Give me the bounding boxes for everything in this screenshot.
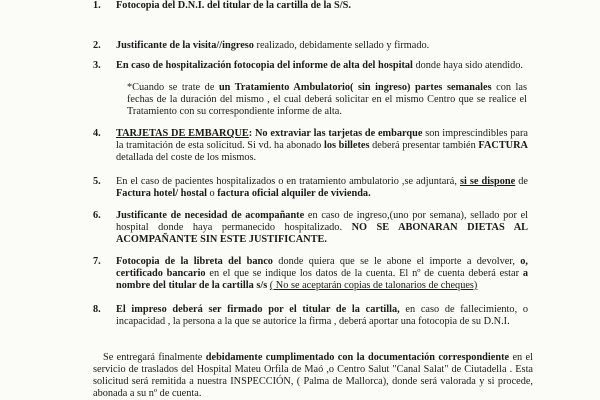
item-5-bold-2: Factura hotel/ hostal: [116, 188, 207, 199]
item-2-number: 2.: [93, 40, 101, 51]
item-3-text: [116, 60, 566, 72]
item-7-note-underlined: ( No se aceptarán copias de talonarios de cheques): [269, 280, 478, 291]
item-5-p3: o: [206, 188, 218, 199]
item-3-note-p1: *Cuando se trate de: [127, 82, 219, 93]
item-4-bold-3: los billetes: [323, 140, 370, 151]
item-3-note: [127, 82, 527, 118]
item-5-number: 5.: [93, 176, 101, 187]
item-3-bold: En caso de hospitalización fotocopia del informe de alta del hospital: [116, 60, 413, 71]
item-2-rest: realizado, debidamente sellado y firmado.: [253, 40, 430, 51]
item-2-text: [116, 40, 556, 52]
item-8-p1: en caso de fallecimiento, o incapacidad , la persona a la que se autorice la firma , deberá aportar una fotocopia de su D.N.I.: [116, 304, 529, 327]
item-5-text: [116, 176, 528, 200]
item-4-heading: TARJETAS DE EMBARQUE: [116, 128, 249, 139]
item-1-number: 1.: [93, 0, 101, 11]
item-7-number: 7.: [93, 256, 101, 267]
item-7-bold-2: o, certificado bancario: [116, 256, 529, 279]
item-5-p2: de: [515, 176, 528, 187]
item-8-bold-1: El impreso deberá ser firmado por el titular de la cartilla,: [116, 304, 400, 315]
item-2-bold: Justificante de la visita//ingreso: [116, 40, 254, 51]
closing-p1: Se entregará finalmente: [103, 352, 206, 363]
item-6-p1: en caso de ingreso,(uno por semana), sellado por el hospital donde haya permanecido hospitalizado.: [116, 210, 529, 233]
item-7-text: [116, 256, 528, 292]
item-4-p3: deberá presentar también: [369, 140, 479, 151]
item-3-number: 3.: [93, 60, 101, 71]
item-6-bold-2: NO SE ABONARAN DIETAS AL ACOMPAÑANTE SIN ESTE JUSTIFICANTE.: [116, 222, 528, 245]
item-8-text: [116, 304, 528, 328]
closing-p2: en el servicio de traslados del Hospital Mateu Orfila de Maó ,o Centro Salut "Canal Salat" de Ciutadella . Esta solicitud será remitida a nuestra INSPECCIÓN, ( Palma de Mallorca), donde será valorada y si procede, abonada a su nº de cuenta.: [93, 352, 533, 399]
item-4-bold-4: FACTURA: [478, 140, 528, 151]
item-5-bold-3: factura oficial alquiler de vivienda.: [217, 188, 371, 199]
item-4-number: 4.: [93, 128, 101, 139]
item-3-note-p2: con las fechas de la duración del mismo , el cual deberá solicitar en el mismo Centro que se realice el Tratamiento con su correspondiente informe de alta.: [127, 82, 527, 117]
item-4-text: [116, 128, 528, 164]
item-6-text: [116, 210, 528, 246]
item-4-p2: son imprescindibles para la tramitación de esta solicitud. Si vd. ha abonado: [116, 128, 528, 151]
item-5-bold-underlined: si se dispone: [459, 176, 516, 187]
item-3-note-bold: un Tratamiento Ambulatorio( sin ingreso) partes semanales: [218, 82, 492, 93]
closing-paragraph: [93, 352, 533, 400]
item-7-p1: donde quiera que se le abone el importe a devolver,: [272, 256, 521, 267]
item-7-bold-3: a nombre del titular de la cartilla s/s: [116, 268, 528, 291]
item-3-rest: donde haya sido atendido.: [412, 60, 523, 71]
item-8-number: 8.: [93, 304, 101, 315]
item-7-p2: en el que se indique los datos de la cuenta. El nº de cuenta deberá estar: [205, 268, 523, 279]
item-4-p4: detallada del coste de los mismos.: [116, 152, 257, 163]
closing-bold: debidamente cumplimentado con la documentación correspondiente: [205, 352, 510, 363]
item-1-bold: Fotocopia del D.N.I. del titular de la cartilla de la S/S.: [116, 0, 351, 11]
item-7-bold-1: Fotocopia de la libreta del banco: [116, 256, 273, 267]
item-4-bold-2: : No extraviar las tarjetas de embarque: [248, 128, 423, 139]
item-6-bold-1: Justificante de necesidad de acompañante: [116, 210, 305, 221]
item-1-text: [116, 0, 546, 12]
item-5-p1: En el caso de pacientes hospitalizados o en tratamiento ambulatorio ,se adjuntará,: [116, 176, 460, 187]
item-6-number: 6.: [93, 210, 101, 221]
